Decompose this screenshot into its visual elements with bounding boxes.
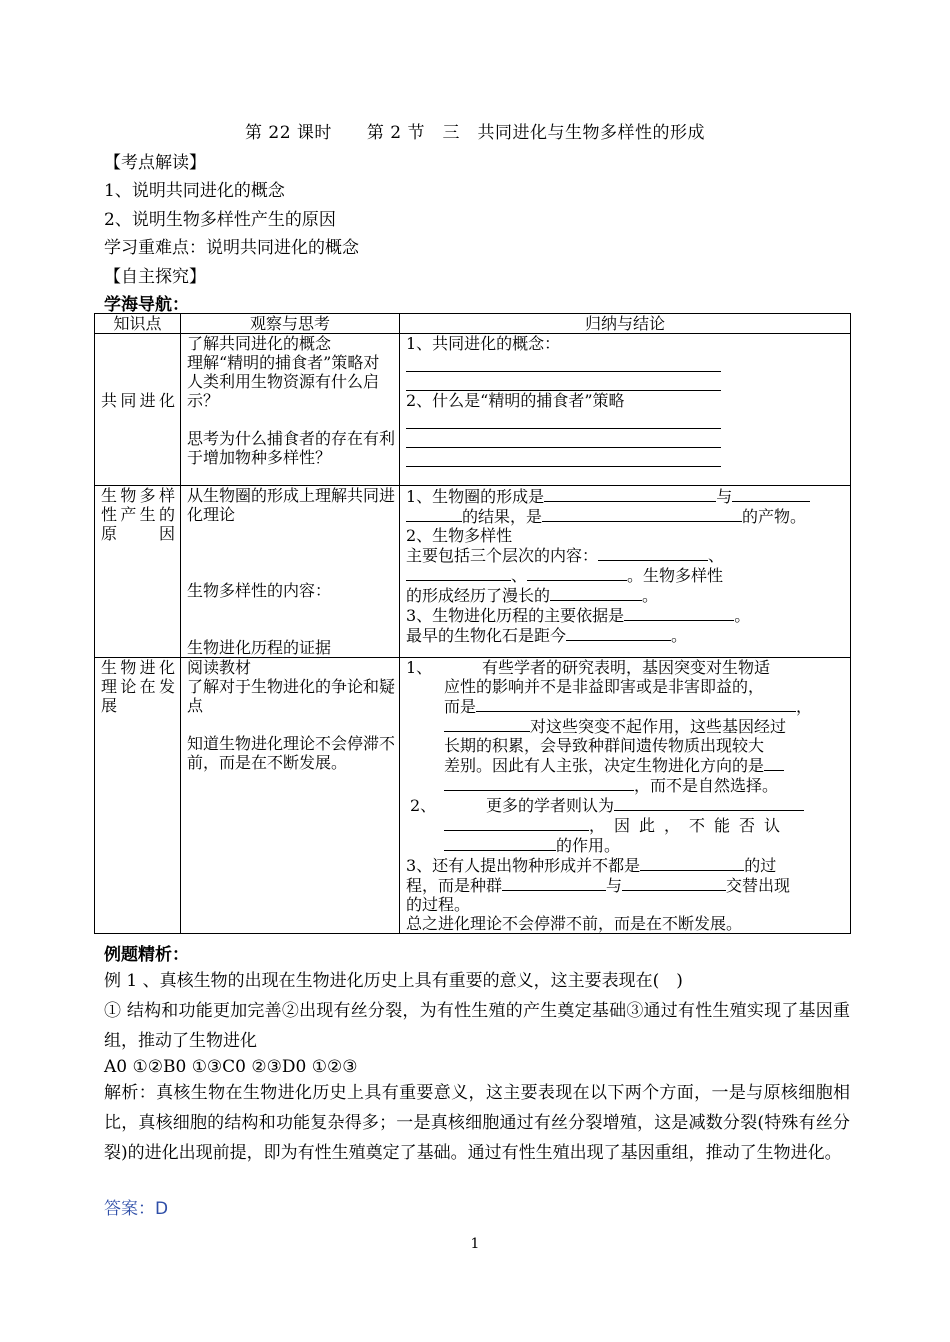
table-header-row <box>95 314 851 334</box>
conclusion-text: 、 <box>708 546 725 565</box>
objective-1: 1、说明共同进化的概念 <box>104 181 285 201</box>
table-row <box>95 658 851 934</box>
conclusion-text: 与 <box>606 876 623 895</box>
observe-text: 了解对于生物进化的争论和疑点 <box>187 677 396 715</box>
conclusion-text: 的结果，是 <box>462 507 543 526</box>
conclusion-text: 长期的积累，会导致种群间遗传物质出现较大 <box>444 736 765 755</box>
example-answer: 答案：D <box>104 1199 169 1219</box>
conclusion-text: 而是 <box>444 697 477 716</box>
answer-blank[interactable] <box>406 372 721 391</box>
answer-blank[interactable] <box>527 565 627 581</box>
cell-conclusion <box>400 334 851 486</box>
example-question: 例 1 、真核生物的出现在生物进化历史上具有重要的意义，这主要表现在( ) <box>104 971 683 991</box>
observe-text: 了解共同进化的概念 <box>187 334 332 353</box>
answer-blank[interactable] <box>444 716 530 732</box>
conclusion-text: 1、生物圈的形成是 <box>406 487 545 506</box>
observe-text: 阅读教材 <box>187 658 252 677</box>
observe-text: 生物进化历程的证据 <box>187 638 332 657</box>
conclusion-text: 。 <box>734 606 751 625</box>
page-title: 第 22 课时 第 2 节 三 共同进化与生物多样性的形成 <box>244 123 706 143</box>
header-knowledge-point: 知识点 <box>95 314 181 334</box>
answer-blank[interactable] <box>476 696 796 712</box>
conclusion-text: 主要包括三个层次的内容： <box>406 546 599 565</box>
answer-blank[interactable] <box>542 506 742 522</box>
observe-text: 理解“精明的捕食者”策略对人类利用生物资源有什么启示？ <box>187 353 380 410</box>
point-text: 共同进化 <box>101 391 175 410</box>
conclusion-text: 3、生物进化历程的主要依据是 <box>406 606 625 625</box>
answer-blank[interactable] <box>732 486 810 502</box>
cell-observe <box>181 334 400 486</box>
answer-blank[interactable] <box>444 775 634 791</box>
answer-blank[interactable] <box>406 448 721 467</box>
cell-observe <box>181 658 400 934</box>
answer-blank[interactable] <box>406 410 721 429</box>
conclusion-text: 1、共同进化的概念： <box>406 334 561 353</box>
conclusion-text: 2、生物多样性 <box>406 526 513 545</box>
table-row <box>95 334 851 486</box>
table-row <box>95 486 851 658</box>
conclusion-text: 与 <box>716 487 733 506</box>
answer-blank[interactable] <box>550 585 642 601</box>
objective-2: 2、说明生物多样性产生的原因 <box>104 210 336 230</box>
conclusion-text: 最早的生物化石是距今 <box>406 626 567 645</box>
conclusion-text: 、 <box>511 566 528 585</box>
conclusion-text: 的形成经历了漫长的 <box>406 586 551 605</box>
example-heading: 例题精析： <box>104 945 189 965</box>
knowledge-table <box>94 313 851 934</box>
conclusion-text: 应性的影响并不是非益即害或是非害即益的， <box>444 677 765 696</box>
answer-blank[interactable] <box>406 353 721 372</box>
conclusion-text: 总之进化理论不会停滞不前，而是在不断发展。 <box>406 914 743 933</box>
conclusion-text: 差别。因此有人主张，决定生物进化方向的是 <box>444 756 765 775</box>
point-text: 生物进化理论在发展 <box>101 658 175 715</box>
conclusion-text: 的过程。 <box>406 895 471 914</box>
answer-blank[interactable] <box>406 429 721 448</box>
conclusion-text: 的作用。 <box>556 836 621 855</box>
cell-conclusion <box>400 658 851 934</box>
page-number: 1 <box>470 1236 480 1252</box>
item-number: 1、 <box>406 658 433 677</box>
example-choices: A0 ①②B0 ①③C0 ②③D0 ①②③ <box>104 1057 358 1077</box>
study-guide-label: 学海导航： <box>104 295 189 315</box>
observe-text: 生物多样性的内容： <box>187 581 332 600</box>
answer-blank[interactable] <box>444 815 589 831</box>
cell-conclusion <box>400 486 851 658</box>
answer-blank[interactable] <box>406 506 462 522</box>
answer-blank[interactable] <box>598 545 708 561</box>
point-text: 生物多样性产生的原因 <box>101 486 175 543</box>
example-analysis: 解析：真核生物在生物进化历史上具有重要意义，这主要表现在以下两个方面，一是与原核细胞相比，真核细胞的结构和功能复杂得多；一是真核细胞通过有丝分裂增殖，这是减数分裂(特殊有丝分裂)的进化出现前提，即为有性生殖奠定了基础。通过有性生殖出现了基因重组，推动了生物进化。 <box>104 1083 850 1163</box>
answer-blank[interactable] <box>406 565 511 581</box>
conclusion-text: 。生物多样性 <box>627 566 724 585</box>
section-heading-exam-points: 【考点解读】 <box>104 153 206 173</box>
conclusion-text: 对这些突变不起作用，这些基因经过 <box>530 717 787 736</box>
conclusion-text: 有些学者的研究表明，基因突变对生物适 <box>482 658 771 677</box>
conclusion-text: 3、还有人提出物种形成并不都是 <box>406 856 641 875</box>
section-heading-self-study: 【自主探究】 <box>104 267 206 287</box>
observe-text: 从生物圈的形成上理解共同进化理论 <box>187 486 396 524</box>
conclusion-text: 交替出现 <box>726 876 791 895</box>
conclusion-text: 的过 <box>744 856 777 875</box>
cell-knowledge-point <box>95 658 181 934</box>
answer-blank[interactable] <box>624 605 734 621</box>
answer-blank[interactable] <box>622 875 726 891</box>
answer-blank[interactable] <box>566 625 671 641</box>
answer-blank[interactable] <box>614 795 804 811</box>
answer-blank[interactable] <box>544 486 716 502</box>
header-observe-think: 观察与思考 <box>181 314 400 334</box>
key-difficulty: 学习重难点：说明共同进化的概念 <box>104 238 359 258</box>
item-number: 2、 <box>410 796 437 815</box>
answer-blank[interactable] <box>640 855 744 871</box>
header-conclusion: 归纳与结论 <box>400 314 851 334</box>
observe-text: 知道生物进化理论不会停滞不前，而是在不断发展。 <box>187 734 396 772</box>
cell-knowledge-point <box>95 334 181 486</box>
conclusion-text: 更多的学者则认为 <box>486 796 615 815</box>
answer-blank[interactable] <box>444 835 556 851</box>
answer-blank[interactable] <box>502 875 606 891</box>
conclusion-text: 的产物。 <box>742 507 807 526</box>
answer-blank[interactable] <box>764 755 784 771</box>
conclusion-text: 。 <box>642 586 659 605</box>
conclusion-text: ，而不是自然选择。 <box>634 776 779 795</box>
cell-observe <box>181 486 400 658</box>
cell-knowledge-point <box>95 486 181 658</box>
conclusion-text: 程，而是种群 <box>406 876 503 895</box>
example-options: ① 结构和功能更加完善②出现有丝分裂，为有性生殖的产生奠定基础③通过有性生殖实现了基因重组，推动了生物进化 <box>104 1001 850 1051</box>
conclusion-text: ，因此，不能否认 <box>589 816 790 835</box>
conclusion-text: 2、什么是“精明的捕食者”策略 <box>406 391 625 410</box>
observe-text: 思考为什么捕食者的存在有利于增加物种多样性？ <box>187 429 396 467</box>
conclusion-text: 。 <box>671 626 688 645</box>
conclusion-text: ， <box>796 697 813 716</box>
